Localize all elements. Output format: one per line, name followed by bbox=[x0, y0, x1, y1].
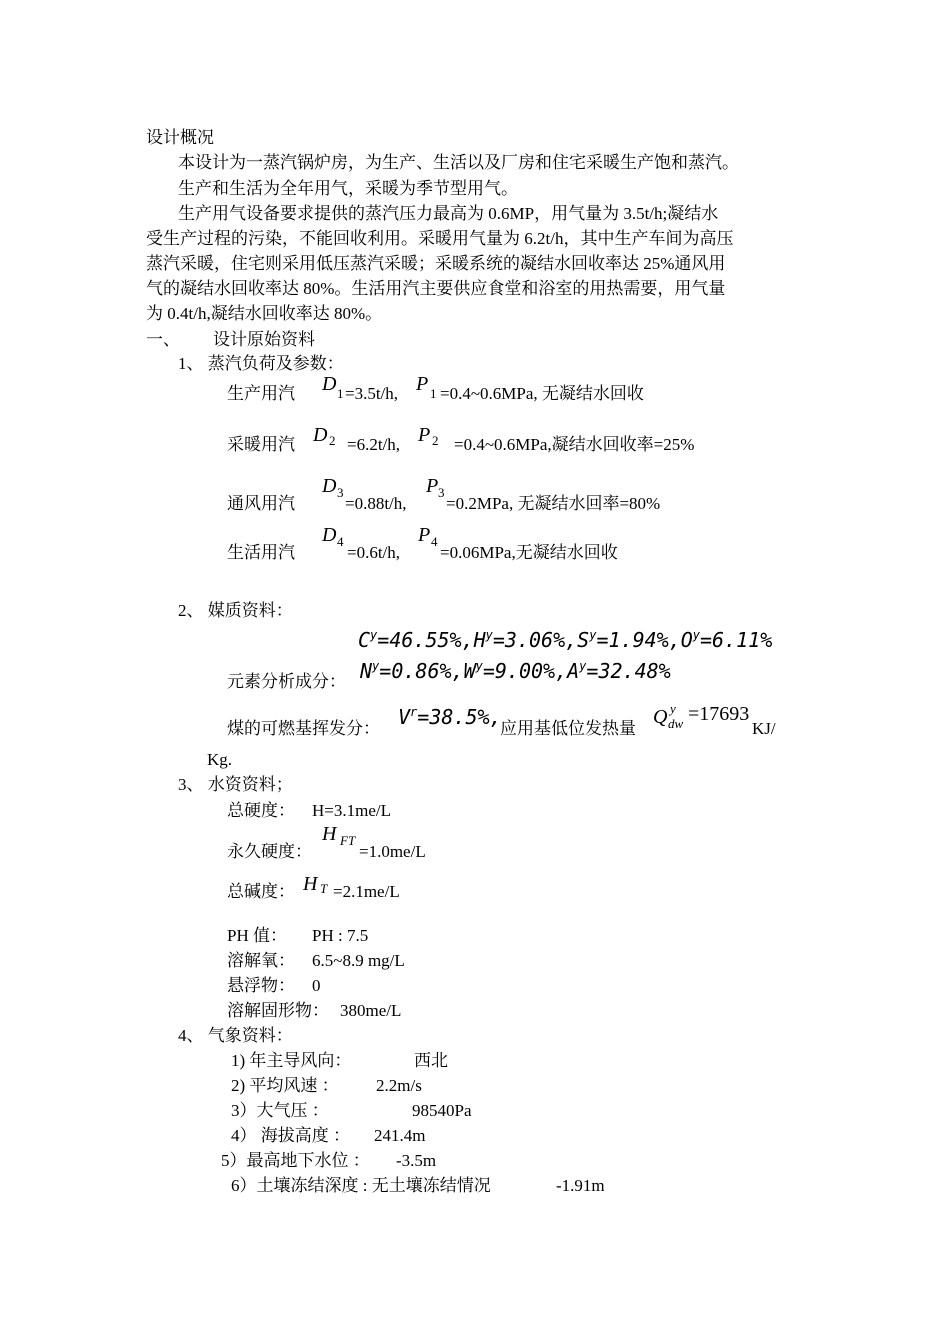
element-composition-label: 元素分析成分： bbox=[227, 672, 346, 691]
field-value: 0 bbox=[312, 976, 321, 995]
intro-line: 为 0.4t/h,凝结水回收率达 80%。 bbox=[146, 304, 383, 323]
value: =0.4~0.6MPa, 无凝结水回收 bbox=[440, 384, 644, 403]
intro-line: 本设计为一蒸汽锅炉房，为生产、生活以及厂房和住宅采暖生产饱和蒸汽。 bbox=[178, 153, 739, 172]
subsection-heading: 4、 气象资料： bbox=[178, 1026, 293, 1045]
symbol: P bbox=[426, 475, 439, 497]
list-item-value: 241.4m bbox=[374, 1126, 426, 1145]
subsection-heading: 3、 水资资料； bbox=[178, 775, 293, 794]
field-label: PH 值： bbox=[227, 926, 287, 945]
intro-line: 蒸汽采暖，住宅则采用低压蒸汽采暖；采暖系统的凝结水回收率达 25%通风用 bbox=[146, 254, 726, 273]
list-item-label: 5）最高地下水位 ： bbox=[221, 1151, 370, 1170]
field-label: 永久硬度： bbox=[227, 842, 312, 861]
subsection-heading: 1、 蒸汽负荷及参数： bbox=[178, 354, 344, 373]
subscript: 3 bbox=[438, 485, 445, 500]
list-item-value: -1.91m bbox=[556, 1176, 605, 1195]
list-item-label: 3）大气压 ： bbox=[231, 1101, 329, 1120]
intro-line: 气的凝结水回收率达 80%。生活用汽主要供应食堂和浴室的用热需要，用气量 bbox=[146, 279, 726, 298]
list-item-label: 4） 海拔高度 ： bbox=[231, 1126, 350, 1145]
field-label: 溶解固形物： bbox=[227, 1001, 329, 1020]
symbol: D bbox=[322, 524, 337, 546]
unit: Kg. bbox=[207, 750, 233, 769]
symbol: P bbox=[418, 424, 431, 446]
subscript: dw bbox=[668, 716, 684, 731]
symbol: P bbox=[418, 524, 431, 546]
subscript: FT bbox=[340, 833, 356, 848]
field-label: 总碱度： bbox=[227, 882, 295, 901]
symbol: D bbox=[322, 475, 337, 497]
subscript: 1 bbox=[337, 386, 344, 401]
volatile-formula: $V^r=38.5\%$, bbox=[398, 705, 502, 729]
volatile-label: 煤的可燃基挥发分： bbox=[227, 719, 380, 738]
symbol: H bbox=[322, 823, 337, 845]
subscript: 1 bbox=[430, 386, 437, 401]
subscript: 4 bbox=[337, 534, 344, 549]
symbol: H bbox=[303, 873, 318, 895]
list-item-label: 6）土壤冻结深度 : 无土壤冻结情况 bbox=[231, 1176, 491, 1195]
subscript: 2 bbox=[329, 433, 336, 448]
intro-line: 生产和生活为全年用气，采暖为季节型用气。 bbox=[178, 179, 518, 198]
list-item-label: 2) 平均风速 ： bbox=[231, 1076, 339, 1095]
field-value: 380me/L bbox=[340, 1001, 402, 1020]
field-value: 6.5~8.9 mg/L bbox=[312, 951, 405, 970]
value: =0.2MPa, 无凝结水回率=80% bbox=[446, 494, 661, 513]
value: =3.5t/h, bbox=[345, 384, 399, 403]
list-item-value: 2.2m/s bbox=[376, 1076, 422, 1095]
value: =0.6t/h, bbox=[347, 543, 401, 562]
subscript: 3 bbox=[337, 485, 344, 500]
field-value: H=3.1me/L bbox=[312, 801, 391, 820]
field-value: PH : 7.5 bbox=[312, 926, 369, 945]
field-label: 总硬度： bbox=[227, 801, 295, 820]
list-item-label: 1) 年主导风向： bbox=[231, 1051, 352, 1070]
field-label: 溶解氧： bbox=[227, 951, 295, 970]
intro-line: 生产用气设备要求提供的蒸汽压力最高为 0.6MP，用气量为 3.5t/h;凝结水 bbox=[178, 204, 719, 223]
value: =0.88t/h, bbox=[345, 494, 407, 513]
section-title: 设计概况 bbox=[146, 128, 214, 147]
row-label: 通风用汽 bbox=[227, 494, 295, 513]
unit: KJ/ bbox=[752, 719, 776, 738]
symbol: D bbox=[313, 424, 328, 446]
list-item-value: -3.5m bbox=[396, 1151, 437, 1170]
element-composition-formula: $C^y=46.55\%,H^y=3.06\%,S^y=1.94\%,O^y=6.11\%$ bbox=[358, 628, 773, 652]
value: =0.06MPa,无凝结水回收 bbox=[440, 543, 618, 562]
row-label: 生产用汽 bbox=[227, 384, 295, 403]
subsection-heading: 2、 媒质资料： bbox=[178, 601, 293, 620]
subscript: 2 bbox=[432, 433, 439, 448]
superscript: y bbox=[670, 701, 676, 716]
section-number: 一、 bbox=[146, 330, 180, 349]
symbol: Q bbox=[653, 706, 668, 728]
symbol: P bbox=[416, 373, 429, 395]
section-heading: 设计原始资料 bbox=[213, 330, 315, 349]
field-label: 悬浮物： bbox=[227, 976, 295, 995]
element-composition-formula: $N^y=0.86\%,W^y=9.00\%,A^y=32.48\%$ bbox=[360, 659, 671, 683]
row-label: 采暖用汽 bbox=[227, 435, 295, 454]
list-item-value: 西北 bbox=[414, 1051, 448, 1070]
value: =6.2t/h, bbox=[347, 435, 401, 454]
row-label: 生活用汽 bbox=[227, 543, 295, 562]
value: =0.4~0.6MPa,凝结水回收率=25% bbox=[454, 435, 695, 454]
symbol: D bbox=[322, 373, 337, 395]
subscript: T bbox=[320, 881, 328, 896]
subscript: 4 bbox=[431, 534, 438, 549]
field-value: =2.1me/L bbox=[333, 882, 400, 901]
intro-line: 受生产过程的污染，不能回收利用。采暖用气量为 6.2t/h，其中生产车间为高压 bbox=[146, 229, 734, 248]
list-item-value: 98540Pa bbox=[412, 1101, 472, 1120]
field-value: =1.0me/L bbox=[359, 842, 426, 861]
heating-value-label: 应用基低位发热量 bbox=[500, 719, 636, 738]
value: =17693 bbox=[688, 703, 750, 725]
